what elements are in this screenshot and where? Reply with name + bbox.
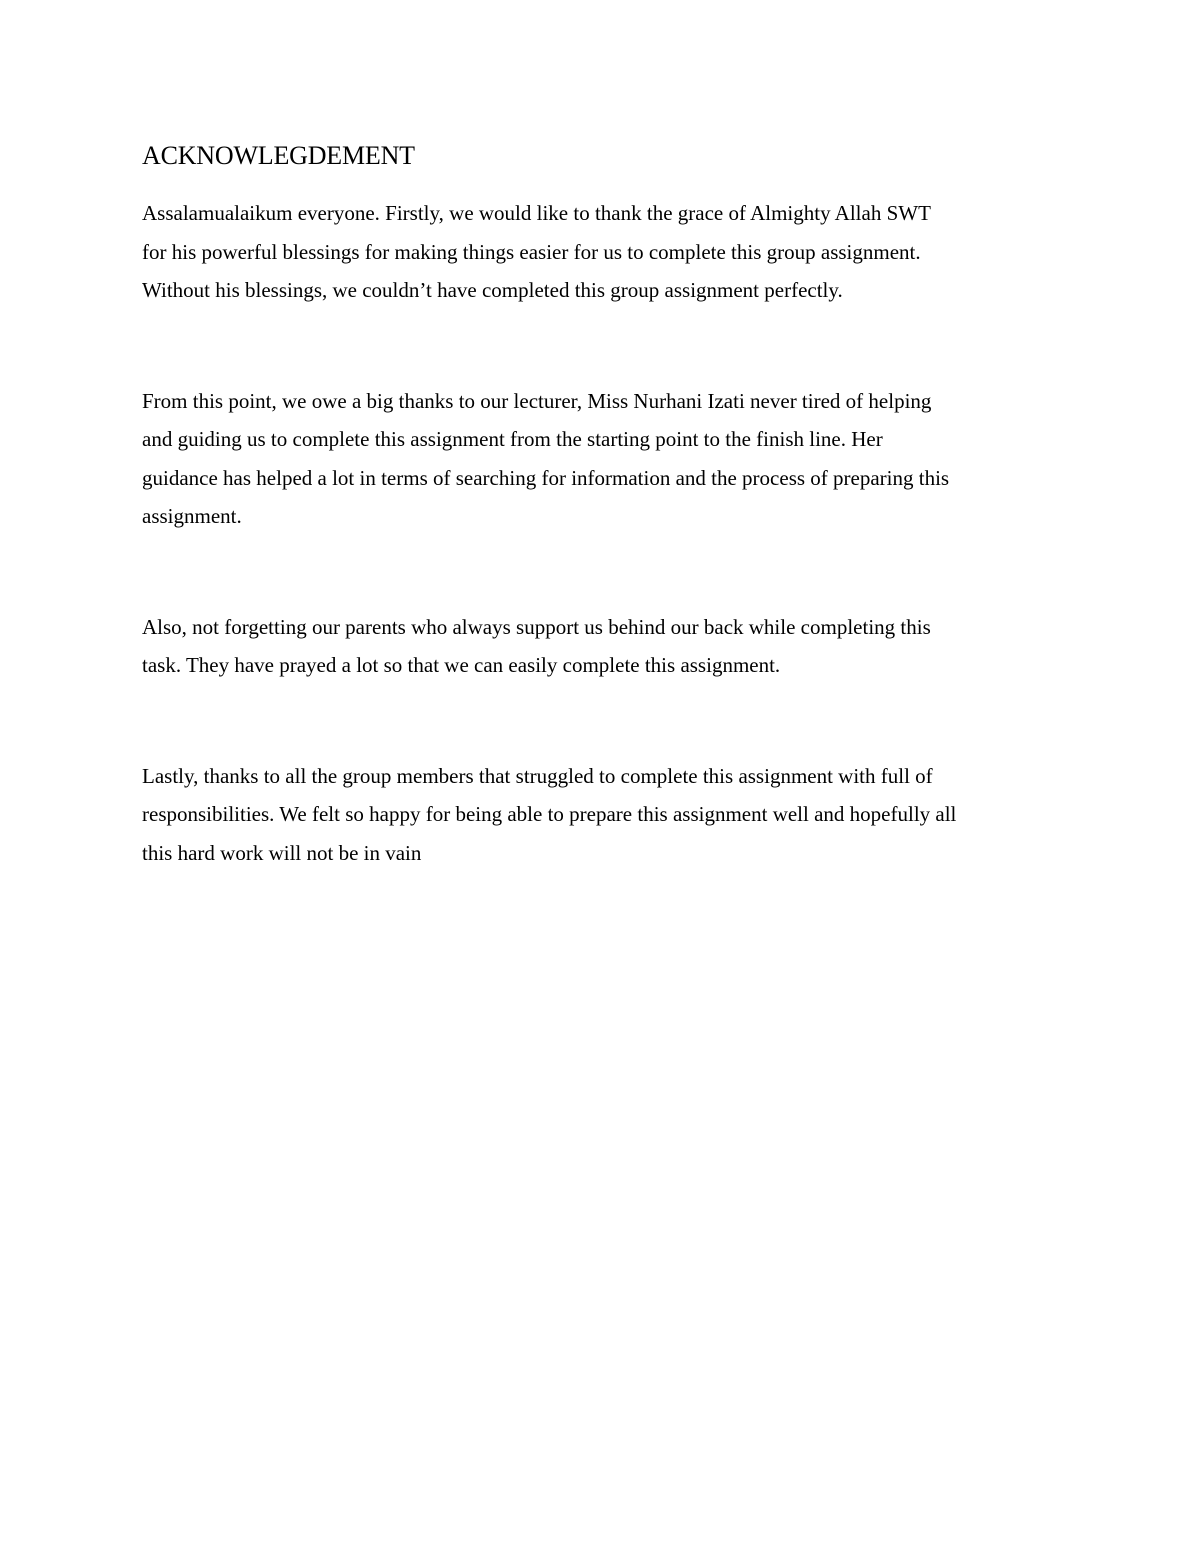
paragraph-line: responsibilities. We felt so happy for being able to prepare this assignment well and hopefully all [142, 802, 957, 826]
paragraph-line: this hard work will not be in vain [142, 840, 422, 865]
paragraph-line: guidance has helped a lot in terms of searching for information and the process of preparing this [142, 465, 950, 490]
paragraph-spacer [142, 685, 1072, 757]
paragraph-line: Assalamualaikum everyone. Firstly, we would like to thank the grace of Almighty Allah SWT [142, 201, 931, 225]
paragraph-spacer [142, 310, 1072, 382]
paragraph-line: assignment. [142, 504, 242, 528]
paragraph-line: task. They have prayed a lot so that we can easily complete this assignment. [142, 653, 781, 677]
paragraph-line: From this point, we owe a big thanks to our lecturer, Miss Nurhani Izati never tired of helping [142, 388, 932, 413]
paragraph-line: Without his blessings, we couldn’t have completed this group assignment perfectly. [142, 278, 843, 302]
document-body [142, 136, 1072, 872]
paragraph-line: for his powerful blessings for making things easier for us to complete this group assignment. [142, 239, 921, 264]
paragraph-line: Also, not forgetting our parents who always support us behind our back while completing this [142, 614, 931, 639]
paragraph-3 [142, 608, 1072, 685]
paragraph-2 [142, 382, 1072, 536]
paragraph-1 [142, 194, 1072, 310]
paragraph-4 [142, 757, 1072, 873]
paragraph-spacer [142, 536, 1072, 608]
paragraph-line: Lastly, thanks to all the group members that struggled to complete this assignment with full of [142, 763, 933, 788]
paragraph-line: and guiding us to complete this assignment from the starting point to the finish line. Her [142, 427, 883, 451]
document-title: ACKNOWLEGDEMENT [142, 141, 415, 170]
